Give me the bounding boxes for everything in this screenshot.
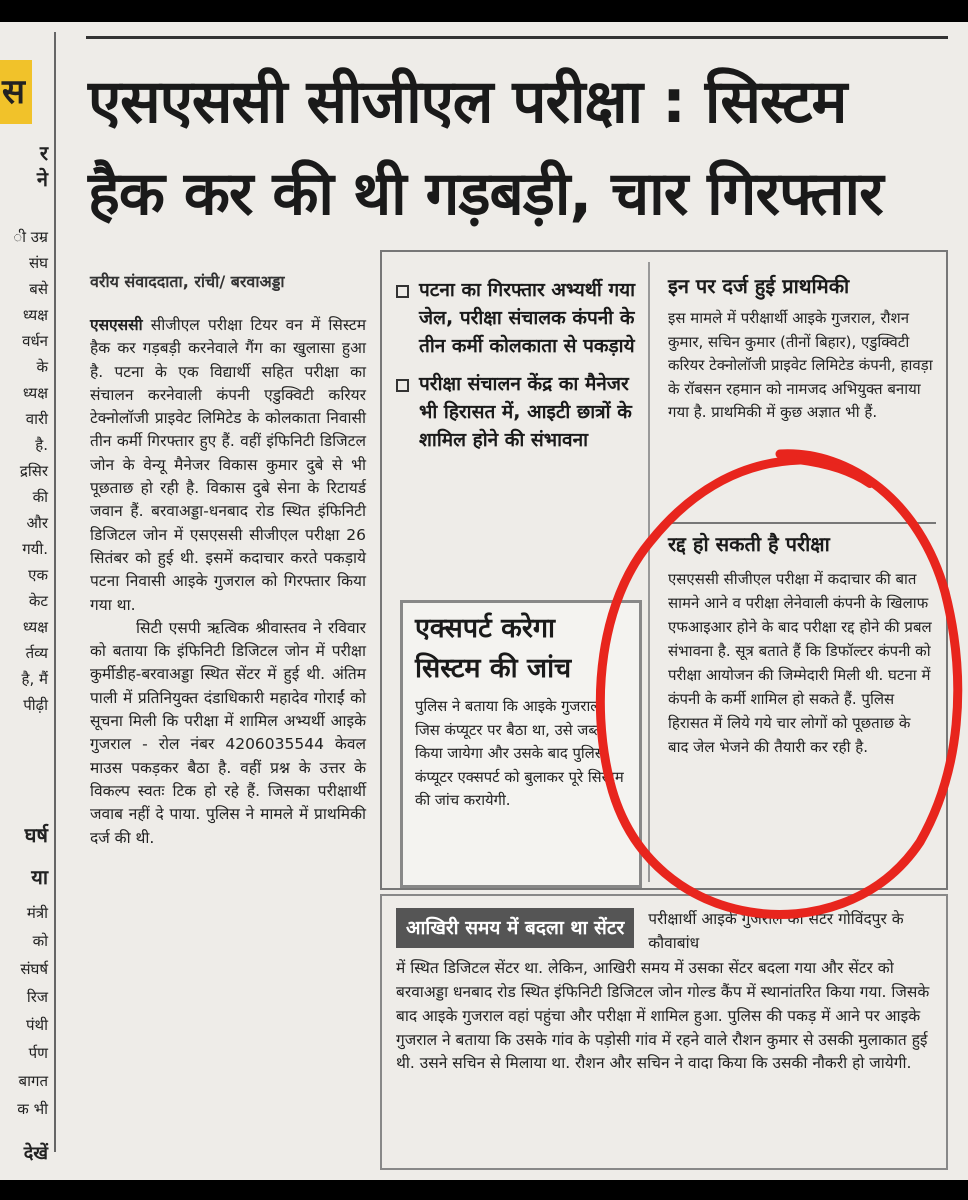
left-fragment: है. xyxy=(35,436,48,454)
bottom-lead: परीक्षार्थी आइके गुजराल का सेंटर गोविंदपुर के कौवाबांध xyxy=(648,910,904,952)
left-fragment: बागत xyxy=(18,1072,48,1090)
left-fragment: रिज xyxy=(26,988,48,1006)
left-fragment: वारी xyxy=(25,410,48,428)
section-tag: स xyxy=(0,60,32,124)
bottom-tag: आखिरी समय में बदला था सेंटर xyxy=(396,908,634,948)
left-fragment: केट xyxy=(28,592,48,610)
left-fragment: पंथी xyxy=(26,1016,48,1034)
left-fragment: ध्यक्ष xyxy=(22,306,48,324)
fir-text: इस मामले में परीक्षार्थी आइके गुजराल, रौशन कुमार, सचिन कुमार (तीनों बिहार), एडुक्विटी करियर टेक्नोलॉजी प्राइवेट लिमिटेड कंपनी, हावड़ा के रॉबसन रहमान को नामजद अभियुक्त बनाया गया है. प्राथमिकी में कुछ अज्ञात भी हैं. xyxy=(668,309,933,421)
bottom-text: में स्थित डिजिटल सेंटर था. लेकिन, आखिरी समय में उसका सेंटर बदला गया और सेंटर को बरवाअड्डा धनबाद रोड स्थित इंफिनिटी डिजिटल जोन गोल्ड कैंप में स्थानांतरित किया गया. जिसके बाद आइके गुजराल वहां पहुंचा और परीक्षा में शामिल हुआ. पुलिस की पकड़ में आने पर आइके गुजराल ने बताया कि उसके गांव के पड़ोसी गांव में रहने वाले रौशन कुमार से उसकी मुलाकात हुई थी. उसने सचिन से मिलाया था. रौशन और सचिन ने वादा किया कि उसकी नौकरी हो जायेगी. xyxy=(396,959,930,1073)
paragraph-2: सिटी एसपी ऋत्विक श्रीवास्तव ने रविवार को बताया कि इंफिनिटी डिजिटल जोन में परीक्षा कुर्मीडीह-बरवाअड्डा स्थित सेंटर में हुई थी. अंतिम पाली में प्रतिनियुक्त दंडाधिकारी महादेव गोराईं को सूचना मिली कि परीक्षा में शामिल अभ्यर्थी आइके गुजराल - रोल नंबर 4206035544 केवल माउस पकड़कर बैठा है. वहीं प्रश्न के उत्तर के विकल्प स्वतः टिक हो रहे हैं. जिसका परीक्षार्थी जवाब नहीं दे पाया. पुलिस ने मामले में प्राथमिकी दर्ज की थी. xyxy=(90,618,366,847)
square-bullet-icon xyxy=(396,285,409,298)
left-fragment: पीढ़ी xyxy=(23,696,48,714)
square-bullet-icon xyxy=(396,379,409,392)
left-fragment: के xyxy=(36,358,48,376)
lead-word: एसएससी xyxy=(90,316,143,334)
left-fragment: वर्धन xyxy=(22,332,48,350)
headline-line-2: हैक कर की थी गड़बड़ी, चार गिरफ्तार xyxy=(88,159,883,229)
left-fragment: ने xyxy=(36,167,48,191)
left-fragment: गयी. xyxy=(22,540,48,558)
left-fragment: र्पण xyxy=(28,1044,48,1062)
expert-text: पुलिस ने बताया कि आइके गुजराल जिस कंप्यूटर पर बैठा था, उसे जब्त किया जायेगा और उसके बाद पुलिस कंप्यूटर एक्सपर्ट को बुलाकर पूरे सिस्टम की जांच करायेगी. xyxy=(415,698,624,809)
left-fragment: संघर्ष xyxy=(20,960,48,978)
left-subhead: घर्ष xyxy=(24,823,48,847)
top-rule xyxy=(86,36,948,39)
marker-stroke xyxy=(600,454,957,915)
fir-box xyxy=(668,272,934,425)
highlight-bullets xyxy=(396,276,646,454)
fir-heading: इन पर दर्ज हुई प्राथमिकी xyxy=(668,274,850,298)
newspaper-page xyxy=(0,22,968,1180)
byline: वरीय संवाददाता, रांची/ बरवाअड्डा xyxy=(90,272,285,291)
expert-heading-1: एक्सपर्ट करेगा xyxy=(415,613,556,644)
column-divider xyxy=(54,32,56,1152)
bullet-item: परीक्षा संचालन केंद्र का मैनेजर भी हिरासत में, आइटी छात्रों के शामिल होने की संभावना xyxy=(396,370,646,454)
cancel-heading: रद्द हो सकती है परीक्षा xyxy=(668,532,830,556)
left-fragment: द्रसिर xyxy=(19,462,48,480)
red-marker-circle xyxy=(590,442,968,942)
left-fragment: की xyxy=(32,488,48,506)
left-fragment: बसे xyxy=(29,280,48,298)
paragraph-1: सीजीएल परीक्षा टियर वन में सिस्टम हैक कर गड़बड़ी करनेवाले गैंग का खुलासा हुआ है. पटना के एक विद्यार्थी सहित परीक्षा का संचालन करनेवाली कंपनी एडुक्विटी करियर टेक्नोलॉजी प्राइवेट लिमिटेड के कोलकाता निवासी तीन कर्मी गिरफ्तार हुए हैं. वहीं इंफिनिटी डिजिटल जोन के वेन्यू मैनेजर विकास कुमार दुबे से भी पूछताछ हो रही है. विकास दुबे सेना के रिटायर्ड जवान हैं. बरवाअड्डा-धनबाद रोड स्थित इंफिनिटी डिजिटल जोन में एसएससी सीजीएल परीक्षा 26 सितंबर को हुई थी. इसमें कदाचार करते पकड़ाये पटना निवासी आइके गुजराल को गिरफ्तार किया गया था. xyxy=(90,316,366,614)
headline-line-1: एसएससी सीजीएल परीक्षा : सिस्टम xyxy=(88,67,847,137)
left-fragment: मंत्री xyxy=(26,904,48,922)
left-footer: देखें xyxy=(23,1143,48,1164)
left-fragment: संघ xyxy=(28,254,48,272)
left-fragment: ध्यक्ष xyxy=(22,384,48,402)
left-fragment: र्तव्य xyxy=(25,644,48,662)
expert-heading-2: सिस्टम की जांच xyxy=(415,653,572,684)
left-fragment: और xyxy=(26,514,48,532)
left-fragment: ध्यक्ष xyxy=(22,618,48,636)
left-fragment: र xyxy=(39,141,48,165)
cancel-text: एसएससी सीजीएल परीक्षा में कदाचार की बात सामने आने व परीक्षा लेनेवाली कंपनी के खिलाफ एफआइआर होने के बाद परीक्षा रद्द होने की प्रबल संभावना है. सूत्र बताते हैं कि डिफॉल्टर कंपनी को परीक्षा आयोजन की जिम्मेदारी मिली थी. घटना में कंपनी के कर्मी शामिल हो सकते हैं. पुलिस हिरासत में लिये गये चार लोगों को पूछताछ के बाद जेल भेजने की तैयारी कर रही है. xyxy=(668,570,932,756)
left-fragment: एक xyxy=(28,566,48,584)
left-fragment: है, मैं xyxy=(21,670,48,688)
left-fragment: को xyxy=(32,932,48,950)
left-subhead: या xyxy=(31,865,48,889)
article-body xyxy=(90,314,366,850)
left-fragment: क भी xyxy=(17,1100,48,1118)
left-fragment: ी उम्र xyxy=(13,228,48,246)
bullet-item: पटना का गिरफ्तार अभ्यर्थी गया जेल, परीक्षा संचालक कंपनी के तीन कर्मी कोलकाता से पकड़ाये xyxy=(396,276,646,360)
